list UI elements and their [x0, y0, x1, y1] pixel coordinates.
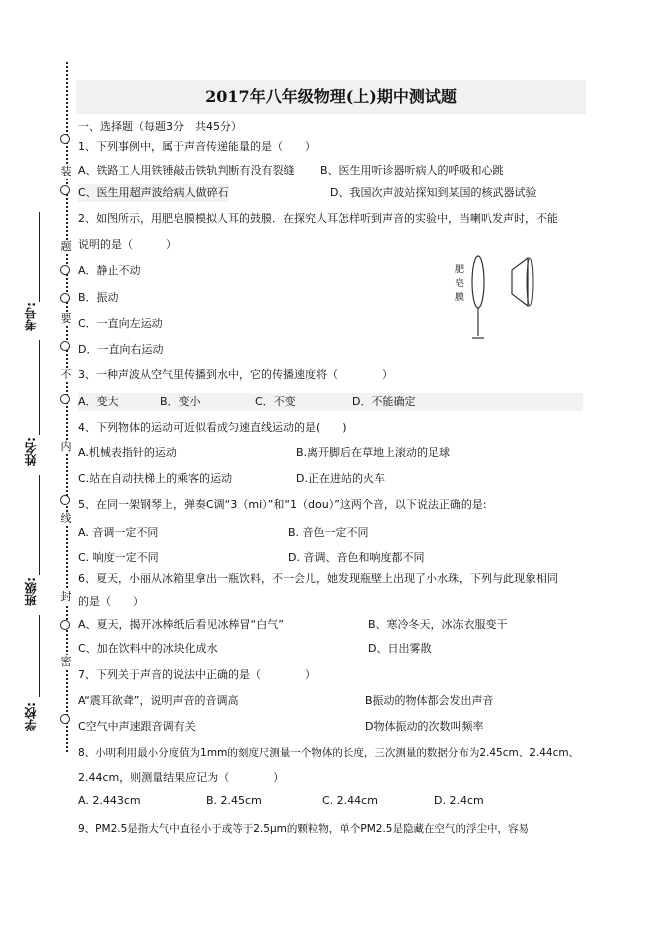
question-8-stem-cont: 2.44cm，则测量结果应记为（ ） — [78, 771, 285, 784]
q3-option-b: B．变小 — [160, 395, 201, 408]
q4-option-b: B.离开脚后在草地上滚动的足球 — [296, 446, 451, 459]
class-label: 班级: — [24, 577, 38, 606]
q6-option-c: C、加在饮料中的冰块化成水 — [78, 642, 218, 655]
q5-option-d: D. 音调、音色和响度都不同 — [288, 551, 425, 564]
question-7-stem: 7、下列关于声音的说法中正确的是（ ） — [78, 668, 316, 681]
fill-line — [39, 212, 40, 302]
question-6-stem-cont: 的是（ ） — [78, 595, 144, 608]
q6-option-d: D、日出雾散 — [368, 642, 432, 655]
binding-hole — [60, 265, 70, 275]
seal-char: 内 — [60, 440, 72, 453]
q2-option-b: B．振动 — [78, 291, 119, 304]
question-6-stem: 6、夏天，小丽从冰箱里拿出一瓶饮料，不一会儿，她发现瓶壁上出现了小水珠，下列与此现象相同 — [78, 572, 558, 585]
q1-option-a: A、铁路工人用铁锤敲击铁轨判断有没有裂缝 — [78, 164, 295, 177]
q2-option-a: A．静止不动 — [78, 264, 141, 277]
question-2-stem-cont: 说明的是（ ） — [78, 238, 177, 251]
q7-option-d: D物体振动的次数叫频率 — [365, 720, 484, 733]
q7-option-b: B振动的物体都会发出声音 — [365, 694, 494, 707]
seal-char: 线 — [60, 512, 72, 525]
seal-char: 不 — [60, 368, 72, 381]
fill-line — [39, 615, 40, 697]
fill-line — [39, 475, 40, 575]
figure-label-char: 膜 — [455, 293, 465, 303]
figure-label-char: 皂 — [455, 279, 465, 289]
question-8-stem: 8、小明利用最小分度值为1mm的刻度尺测量一个物体的长度，三次测量的数据分布为2.45cm、2.44cm、 — [78, 747, 580, 759]
figure-label-char: 肥 — [455, 265, 465, 275]
q2-option-d: D．一直向右运动 — [78, 343, 164, 356]
seal-char: 装 — [60, 165, 72, 178]
q5-option-c: C. 响度一定不同 — [78, 551, 159, 564]
q7-option-a: A“震耳欲聋”，说明声音的音调高 — [78, 694, 239, 707]
q8-option-b: B. 2.45cm — [206, 794, 262, 807]
exam-title: 2017年八年级物理(上)期中测试题 — [76, 80, 586, 114]
q5-option-b: B. 音色一定不同 — [288, 526, 369, 539]
question-3-stem: 3、一种声波从空气里传播到水中，它的传播速度将（ ） — [78, 368, 393, 381]
q1-option-d: D、我国次声波站探知到某国的核武器试验 — [330, 186, 537, 199]
q8-option-d: D. 2.4cm — [434, 794, 484, 807]
binding-hole — [60, 620, 70, 630]
fill-line — [39, 340, 40, 435]
seal-char: 要 — [60, 312, 72, 325]
q6-option-b: B、寒冷冬天，冰冻衣服变干 — [368, 618, 508, 631]
school-label: 学校: — [24, 702, 38, 731]
question-5-stem: 5、在同一架钢琴上，弹奏C调“3（mi）”和“1（dou）”这两个音，以下说法正确的是: — [78, 498, 487, 511]
q3-options-band — [78, 393, 583, 411]
q1-option-c: C、医生用超声波给病人做碎石 — [78, 184, 229, 202]
q5-option-a: A. 音调一定不同 — [78, 526, 159, 539]
exam-number-label: 考号: — [24, 302, 38, 331]
binding-hole — [60, 714, 70, 724]
q1-option-b: B、医生用听诊器听病人的呼吸和心跳 — [320, 164, 504, 177]
q2-option-c: C．一直向左运动 — [78, 317, 163, 330]
seal-char: 题 — [60, 240, 72, 253]
question-1-stem: 1、下列事例中，属于声音传递能量的是（ ） — [78, 140, 316, 153]
seal-char: 封 — [60, 590, 72, 603]
binding-hole — [60, 341, 70, 351]
q8-option-a: A. 2.443cm — [78, 794, 141, 807]
section-heading: 一、选择题（每题3分 共45分） — [78, 120, 242, 133]
binding-hole — [60, 185, 70, 195]
seal-char: 密 — [60, 655, 72, 668]
q7-option-c: C空气中声速跟音调有关 — [78, 720, 196, 733]
student-name-label: 姓名: — [24, 437, 38, 466]
q4-option-d: D.正在进站的火车 — [296, 472, 385, 485]
binding-hole — [60, 394, 70, 404]
soap-film-speaker-figure — [450, 250, 560, 345]
q4-option-c: C.站在自动扶梯上的乘客的运动 — [78, 472, 233, 485]
binding-hole — [60, 293, 70, 303]
question-9-stem: 9、PM2.5是指大气中直径小于或等于2.5μm的颗粒物，单个PM2.5是隐藏在空气的浮尘中，容易 — [78, 823, 529, 835]
q3-option-c: C．不变 — [255, 395, 296, 408]
binding-hole — [60, 134, 70, 144]
q3-option-d: D．不能确定 — [352, 395, 416, 408]
question-4-stem: 4、下列物体的运动可近似看成匀速直线运动的是( ) — [78, 421, 347, 434]
binding-hole — [60, 495, 70, 505]
q4-option-a: A.机械表指针的运动 — [78, 446, 177, 459]
q6-option-a: A、夏天，揭开冰棒纸后看见冰棒冒“白气” — [78, 618, 284, 631]
q8-option-c: C. 2.44cm — [322, 794, 378, 807]
speaker-icon — [512, 258, 528, 306]
soap-film — [472, 256, 484, 308]
q3-option-a: A．变大 — [78, 395, 119, 408]
question-2-stem: 2、如图所示，用肥皂膜模拟人耳的鼓膜．在探究人耳怎样听到声音的实验中，当喇叭发声时，不能 — [78, 212, 558, 225]
